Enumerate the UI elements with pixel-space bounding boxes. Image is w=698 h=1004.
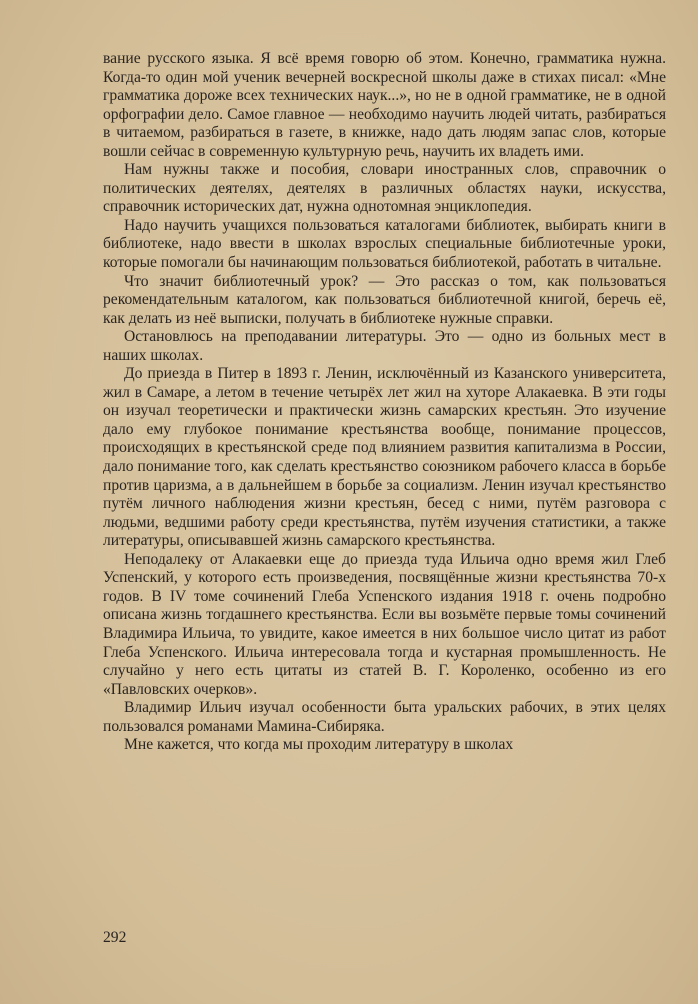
paragraph: Владимир Ильич изучал особенности быта уральских рабочих, в этих целях пользовался романами Мамина-Сибиряка. — [103, 699, 666, 735]
paragraph: Что значит библиотечный урок? — Это рассказ о том, как пользоваться рекомендательным каталогом, как пользоваться библиотечной книгой, беречь её, как делать из неё выписки, получать в библиотеке нужные справки. — [103, 272, 666, 327]
paragraph: Нам нужны также и пособия, словари иностранных слов, справочник о политических деятелях, деятелях в различных областях науки, искусства, справочник исторических дат, нужна однотомная энциклопедия. — [103, 161, 666, 216]
paragraph: вание русского языка. Я всё время говорю об этом. Конечно, грамматика нужна. Когда-то один мой ученик вечерней воскресной школы даже в стихах писал: «Мне грамматика дороже всех технических наук...», но не в одной грамматике, не в одной орфографии дело. Самое главное — необходимо научить людей читать, разбираться в читаемом, разбираться в газете, в книжке, надо дать людям запас слов, которые вошли сейчас в современную культурную речь, научить их владеть ими. — [103, 50, 666, 160]
paragraph: Остановлюсь на преподавании литературы. Это — одно из больных мест в наших школах. — [103, 328, 666, 364]
paragraph: Мне кажется, что когда мы проходим литературу в школах — [124, 736, 514, 754]
body-text — [103, 50, 666, 755]
paragraph: Надо научить учащихся пользоваться каталогами библиотек, выбирать книги в библиотеке, надо ввести в школах взрослых специальные библиотечные уроки, которые помогали бы начинающим пользоваться библиотекой, работать в читальне. — [103, 216, 666, 272]
paragraph: До приезда в Питер в 1893 г. Ленин, исключённый из Казанского университета, жил в Самаре, а летом в течение четырёх лет жил на хуторе Алакаевка. В эти годы он изучал теоретически и практически жизнь самарских крестьян. Это изучение дало ему глубокое понимание крестьянства вообще, понимание процессов, происходящих в крестьянской среде под влиянием развития капитализма в России, дало понимание того, как сделать крестьянство союзником рабочего класса в борьбе против царизма, а в дальнейшем в борьбе за социализм. Ленин изучал крестьянство путём личного наблюдения жизни крестьян, бесед с ними, путём разговора с людьми, ведшими работу среди крестьянства, путём изучения статистики, а также литературы, описывавшей жизнь самарского крестьянства. — [103, 365, 666, 550]
page-number: 292 — [103, 929, 127, 946]
paragraph: Неподалеку от Алакаевки еще до приезда туда Ильича одно время жил Глеб Успенский, у которого есть произведения, посвящённые жизни крестьянства 70-х годов. В IV томе сочинений Глеба Успенского издания 1918 г. очень подробно описана жизнь тогдашнего крестьянства. Если вы возьмёте первые томы сочинений Владимира Ильича, то увидите, какое имеется в них большое число цитат из работ Глеба Успенского. Ильича интересовала тогда и кустарная промышленность. Не случайно у него есть цитаты из статей В. Г. Короленко, особенно из его «Павловских очерков». — [103, 550, 666, 698]
